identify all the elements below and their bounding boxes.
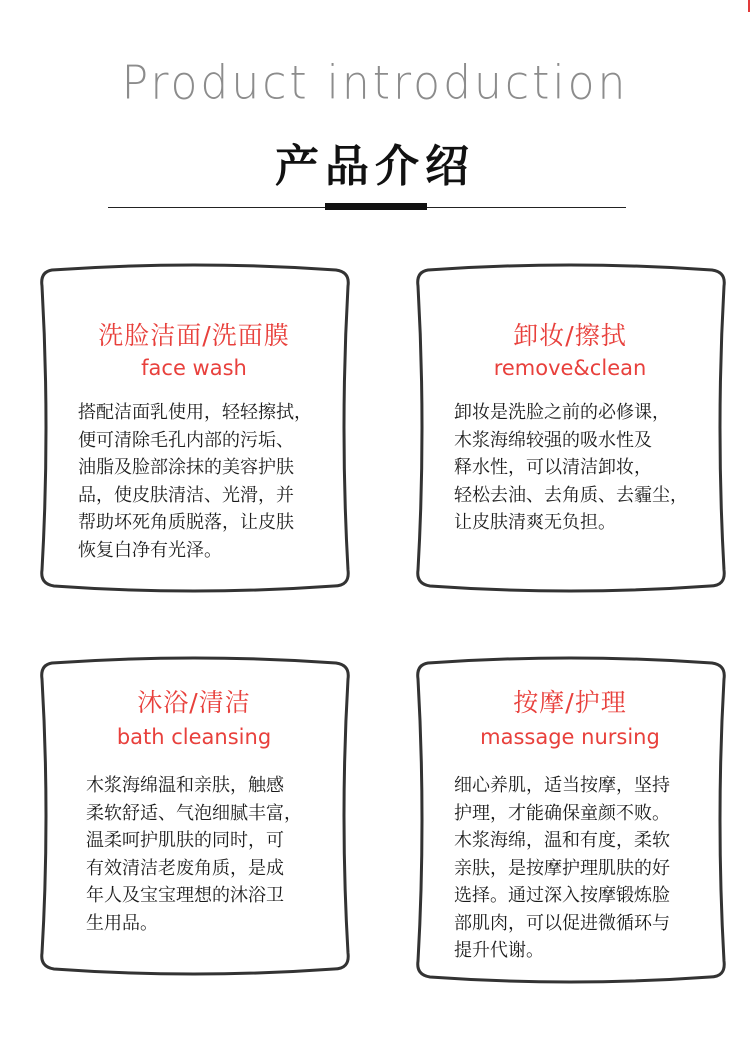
card-line: 部肌肉，可以促进微循环与 <box>454 912 670 934</box>
card-line: 品，使皮肤清洁、光滑，并 <box>78 484 294 506</box>
card-subtitle: face wash <box>141 356 247 380</box>
card-line: 木浆海绵，温和有度，柔软 <box>454 830 670 851</box>
card-line: 有效清洁老废角质，是成 <box>86 857 284 879</box>
card-line: 亲肤，是按摩护理肌肤的好 <box>454 857 670 879</box>
title-divider-accent <box>325 203 427 210</box>
card-remove-clean <box>414 262 726 594</box>
card-line: 护理，才能确保童颜不败。 <box>454 802 670 824</box>
card-line: 让皮肤清爽无负担。 <box>454 512 616 533</box>
card-line: 轻松去油、去角质、去霾尘， <box>454 484 688 506</box>
card-description <box>78 399 312 564</box>
card-line: 帮助坏死角质脱落，让皮肤 <box>78 512 294 533</box>
card-line: 选择。通过深入按摩锻炼脸 <box>454 885 670 906</box>
card-subtitle: remove&clean <box>493 356 647 380</box>
card-line: 释水性，可以清洁卸妆， <box>454 457 652 478</box>
card-line: 生用品。 <box>86 912 158 934</box>
title-chinese: 产品介绍 <box>275 141 475 192</box>
card-description <box>86 772 302 937</box>
card-line: 木浆海绵较强的吸水性及 <box>454 429 652 451</box>
card-line: 柔软舒适、气泡细腻丰富， <box>86 802 302 824</box>
card-line: 年人及宝宝理想的沐浴卫 <box>86 885 284 906</box>
card-description <box>454 399 688 537</box>
card-line: 搭配洁面乳使用，轻轻擦拭， <box>78 402 312 423</box>
card-line: 木浆海绵温和亲肤，触感 <box>86 775 284 796</box>
card-title: 洗脸洁面/洗面膜 <box>98 321 290 350</box>
card-line: 细心养肌，适当按摩，坚持 <box>454 775 670 796</box>
card-bath-cleansing <box>38 655 350 977</box>
card-line: 恢复白净有光泽。 <box>78 539 222 561</box>
title-english: Product introduction <box>121 56 629 111</box>
card-title: 卸妆/擦拭 <box>513 321 627 350</box>
card-subtitle: bath cleansing <box>116 725 272 749</box>
card-subtitle: massage nursing <box>480 725 660 749</box>
card-line: 便可清除毛孔内部的污垢、 <box>78 429 294 451</box>
card-line: 温柔呵护肌肤的同时，可 <box>86 830 284 851</box>
card-title: 按摩/护理 <box>513 688 627 717</box>
card-title: 沐浴/清洁 <box>137 688 251 717</box>
card-description <box>454 772 670 965</box>
card-line: 卸妆是洗脸之前的必修课， <box>454 402 670 423</box>
card-line: 提升代谢。 <box>454 940 544 961</box>
card-massage-nursing <box>414 655 726 985</box>
card-line: 油脂及脸部涂抹的美容护肤 <box>78 457 294 478</box>
card-face-wash <box>38 262 350 594</box>
